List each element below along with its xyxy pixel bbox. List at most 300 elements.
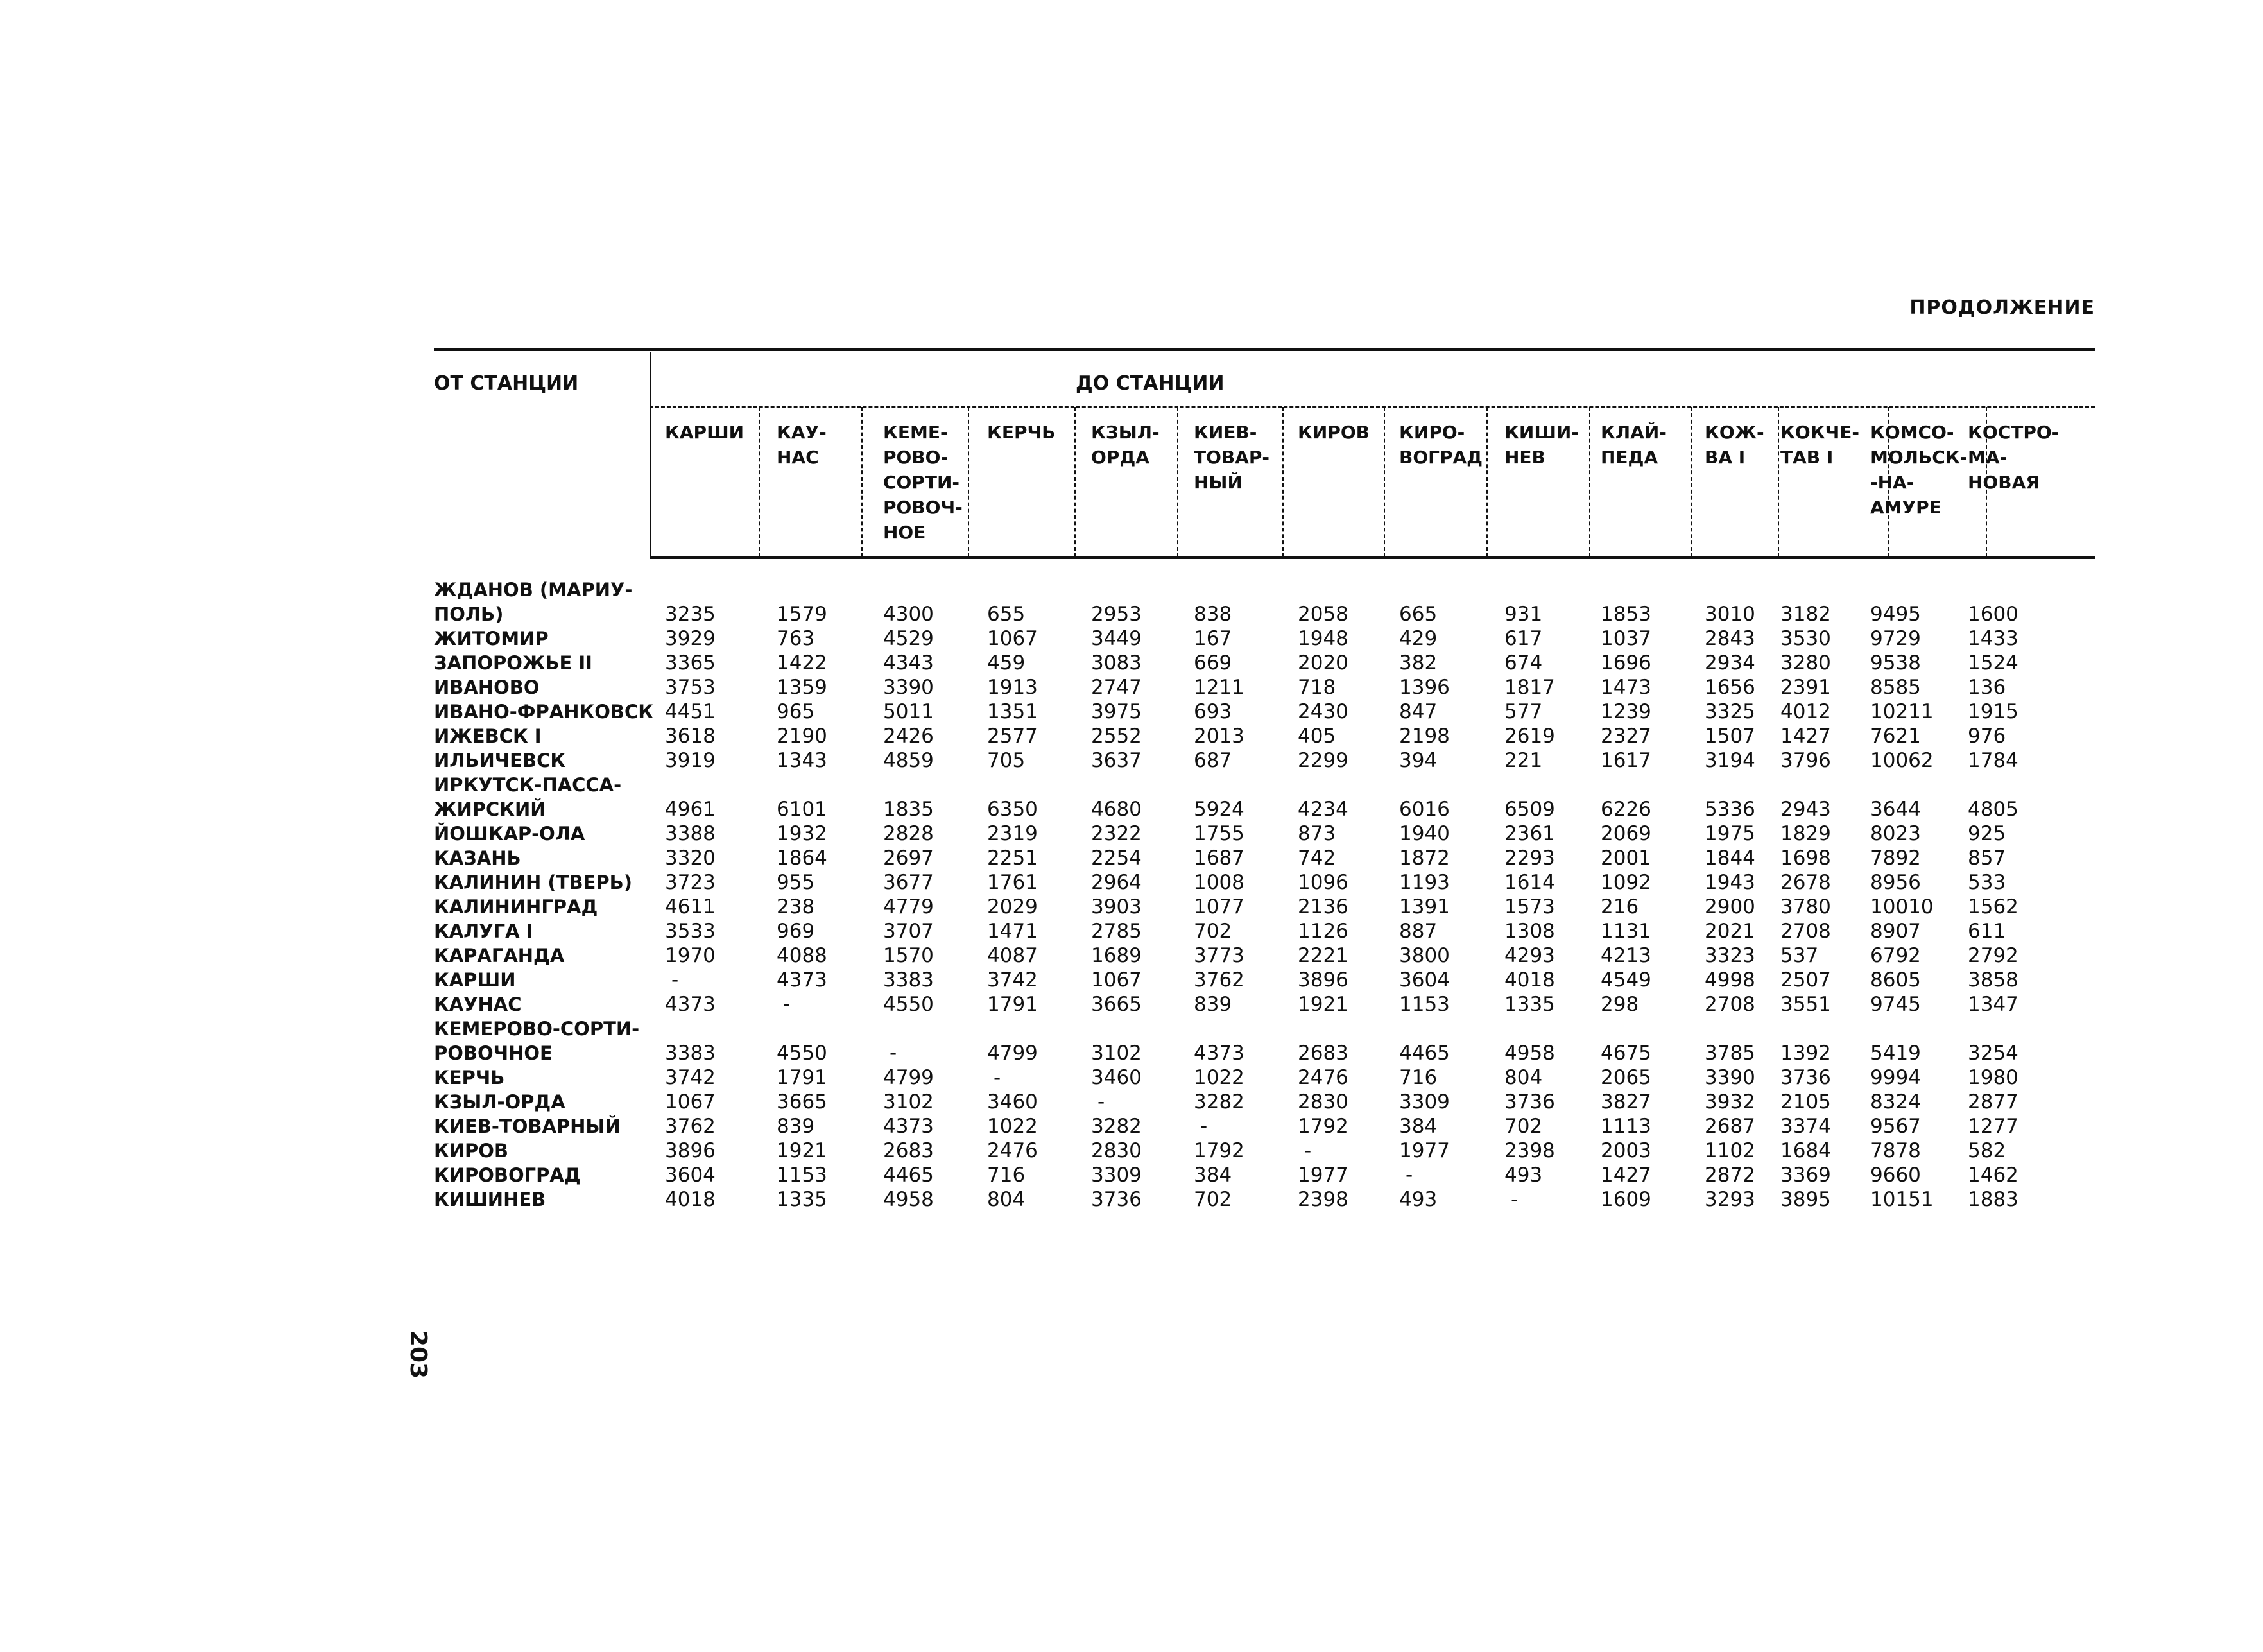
distance-cell: - — [1406, 1164, 1413, 1187]
distance-cell: 3365 — [665, 651, 716, 675]
distance-cell: 2934 — [1705, 651, 1755, 675]
distance-cell: 693 — [1194, 700, 1232, 723]
distance-cell: 1471 — [987, 920, 1038, 943]
distance-cell: 3460 — [1091, 1066, 1142, 1089]
distance-cell: 1684 — [1780, 1139, 1831, 1162]
distance-cell: 3551 — [1780, 993, 1831, 1016]
distance-cell: 931 — [1504, 603, 1543, 626]
distance-cell: 7621 — [1870, 725, 1921, 748]
distance-cell: 2828 — [883, 822, 934, 845]
distance-cell: 705 — [987, 749, 1026, 772]
distance-cell: 3282 — [1194, 1090, 1244, 1114]
distance-cell: 577 — [1504, 700, 1543, 723]
distance-cell: 3723 — [665, 871, 716, 894]
distance-cell: 6509 — [1504, 798, 1555, 821]
distance-cell: 384 — [1194, 1164, 1232, 1187]
distance-cell: 8907 — [1870, 920, 1921, 943]
distance-cell: 4961 — [665, 798, 716, 821]
distance-cell: 8605 — [1870, 968, 1921, 992]
distance-cell: 1921 — [777, 1139, 827, 1162]
distance-cell: 6226 — [1601, 798, 1651, 821]
distance-cell: 3083 — [1091, 651, 1142, 675]
distance-cell: 1037 — [1601, 627, 1651, 650]
distance-cell: 167 — [1194, 627, 1232, 650]
distance-cell: 655 — [987, 603, 1026, 626]
distance-cell: 742 — [1298, 847, 1336, 870]
distance-cell: 3293 — [1705, 1188, 1755, 1211]
distance-cell: 7892 — [1870, 847, 1921, 870]
distance-cell: 4300 — [883, 603, 934, 626]
distance-cell: 1396 — [1399, 676, 1450, 699]
distance-cell: 1755 — [1194, 822, 1244, 845]
distance-cell: 2190 — [777, 725, 827, 748]
distance-cell: 4805 — [1968, 798, 2018, 821]
column-divider — [1282, 407, 1284, 557]
column-header: КЗЫЛ- ОРДА — [1091, 422, 1160, 468]
distance-cell: 9660 — [1870, 1164, 1921, 1187]
table-row — [434, 822, 2095, 846]
table-row — [434, 626, 2095, 651]
distance-cell: 2747 — [1091, 676, 1142, 699]
distance-cell: 3374 — [1780, 1115, 1831, 1138]
distance-cell: 1113 — [1601, 1115, 1651, 1138]
column-header: КАРШИ — [665, 422, 744, 443]
distance-cell: 136 — [1968, 676, 2006, 699]
distance-cell: 4465 — [883, 1164, 934, 1187]
distance-cell: 2361 — [1504, 822, 1555, 845]
distance-cell: 4012 — [1780, 700, 1831, 723]
column-header: КЕРЧЬ — [987, 422, 1056, 443]
distance-cell: 763 — [777, 627, 815, 650]
distance-cell: 4779 — [883, 895, 934, 918]
column-header: КЛАЙ- ПЕДА — [1601, 422, 1667, 468]
column-divider — [1074, 407, 1076, 557]
distance-cell: 1092 — [1601, 871, 1651, 894]
distance-cell: 3896 — [665, 1139, 716, 1162]
distance-cell: 3460 — [987, 1090, 1038, 1114]
distance-cell: 969 — [777, 920, 815, 943]
distance-cell: 6101 — [777, 798, 827, 821]
distance-cell: 665 — [1399, 603, 1438, 626]
column-header: КОСТРО- МА- НОВАЯ — [1968, 422, 2060, 493]
distance-cell: 716 — [1399, 1066, 1438, 1089]
distance-cell: 702 — [1194, 920, 1232, 943]
distance-cell: 1562 — [1968, 895, 2018, 918]
distance-cell: 3762 — [665, 1115, 716, 1138]
distance-cell: 1126 — [1298, 920, 1348, 943]
distance-cell: 2105 — [1780, 1090, 1831, 1114]
distance-cell: 3320 — [665, 847, 716, 870]
distance-cell: 298 — [1601, 993, 1639, 1016]
distance-cell: 873 — [1298, 822, 1336, 845]
distance-cell: 1791 — [987, 993, 1038, 1016]
column-header: КОМСО- МОЛЬСК- -НА- АМУРЕ — [1870, 422, 1968, 518]
distance-cell: 976 — [1968, 725, 2006, 748]
column-divider — [650, 352, 651, 557]
distance-cell: 1600 — [1968, 603, 2018, 626]
distance-cell: 9538 — [1870, 651, 1921, 675]
from-station-header: ОТ СТАНЦИИ — [434, 372, 579, 395]
distance-cell: 1427 — [1601, 1164, 1651, 1187]
distance-cell: 493 — [1399, 1188, 1438, 1211]
distance-cell: 3254 — [1968, 1042, 2018, 1065]
distance-cell: 4018 — [1504, 968, 1555, 992]
distance-cell: 3369 — [1780, 1164, 1831, 1187]
distance-cell: 687 — [1194, 749, 1232, 772]
table-top-rule — [434, 348, 2095, 351]
distance-cell: 1698 — [1780, 847, 1831, 870]
distance-cell: 4343 — [883, 651, 934, 675]
distance-cell: 7878 — [1870, 1139, 1921, 1162]
distance-cell: 1609 — [1601, 1188, 1651, 1211]
column-divider — [861, 407, 863, 557]
distance-cell: 1883 — [1968, 1188, 2018, 1211]
distance-cell: 925 — [1968, 822, 2006, 845]
station-name: КИШИНЕВ — [434, 1189, 546, 1210]
distance-cell: 2020 — [1298, 651, 1348, 675]
distance-cell: 1022 — [1194, 1066, 1244, 1089]
distance-cell: 4465 — [1399, 1042, 1450, 1065]
table-row — [434, 651, 2095, 675]
distance-cell: 1096 — [1298, 871, 1348, 894]
table-row — [434, 968, 2095, 992]
distance-cell: 3827 — [1601, 1090, 1651, 1114]
distance-cell: 4373 — [1194, 1042, 1244, 1065]
distance-cell: 804 — [987, 1188, 1026, 1211]
distance-cell: 3390 — [1705, 1066, 1755, 1089]
distance-cell: 3010 — [1705, 603, 1755, 626]
station-name: ЗАПОРОЖЬЕ II — [434, 652, 592, 674]
distance-cell: 1872 — [1399, 847, 1450, 870]
distance-cell: 6350 — [987, 798, 1038, 821]
distance-cell: 2322 — [1091, 822, 1142, 845]
distance-cell: 533 — [1968, 871, 2006, 894]
distance-cell: 2319 — [987, 822, 1038, 845]
distance-cell: 857 — [1968, 847, 2006, 870]
distance-cell: 718 — [1298, 676, 1336, 699]
distance-cell: 3929 — [665, 627, 716, 650]
column-divider — [968, 407, 969, 557]
to-station-header: ДО СТАНЦИИ — [1076, 372, 1225, 395]
station-name: ЙОШКАР-ОЛА — [434, 823, 585, 845]
distance-cell: 3533 — [665, 920, 716, 943]
station-name: КЕРЧЬ — [434, 1067, 505, 1088]
distance-cell: 4451 — [665, 700, 716, 723]
station-name: ЖИРСКИЙ — [434, 798, 546, 820]
continuation-label: ПРОДОЛЖЕНИЕ — [1909, 297, 2095, 319]
station-name: КАЛИНИНГРАД — [434, 896, 598, 918]
column-divider — [1778, 407, 1779, 557]
distance-cell: 1308 — [1504, 920, 1555, 943]
distance-cell: 4958 — [1504, 1042, 1555, 1065]
table-row — [434, 992, 2095, 1017]
column-header: КИРО- ВОГРАД — [1399, 422, 1483, 468]
table-row — [434, 774, 2095, 822]
distance-cell: 10211 — [1870, 700, 1934, 723]
distance-cell: 3895 — [1780, 1188, 1831, 1211]
distance-cell: 4087 — [987, 944, 1038, 967]
distance-cell: 2391 — [1780, 676, 1831, 699]
distance-cell: 3736 — [1091, 1188, 1142, 1211]
distance-cell: 3323 — [1705, 944, 1755, 967]
distance-cell: 8956 — [1870, 871, 1921, 894]
distance-cell: 1067 — [987, 627, 1038, 650]
distance-cell: 2476 — [1298, 1066, 1348, 1089]
distance-cell: 1193 — [1399, 871, 1450, 894]
header-bottom-rule — [650, 556, 2095, 559]
table-row — [434, 870, 2095, 895]
table-row — [434, 1018, 2095, 1065]
distance-cell: 1347 — [1968, 993, 2018, 1016]
distance-cell: 4549 — [1601, 968, 1651, 992]
distance-cell: 2251 — [987, 847, 1038, 870]
distance-cell: 2708 — [1780, 920, 1831, 943]
distance-cell: 3604 — [1399, 968, 1450, 992]
distance-cell: 2507 — [1780, 968, 1831, 992]
distance-cell: 4611 — [665, 895, 716, 918]
distance-cell: 2476 — [987, 1139, 1038, 1162]
distance-cell: 3383 — [883, 968, 934, 992]
distance-cell: 1970 — [665, 944, 716, 967]
distance-cell: 4018 — [665, 1188, 716, 1211]
station-name: ИВАНОВО — [434, 676, 540, 698]
distance-cell: 838 — [1194, 603, 1232, 626]
distance-cell: 537 — [1780, 944, 1819, 967]
distance-cell: 3282 — [1091, 1115, 1142, 1138]
distance-cell: 3773 — [1194, 944, 1244, 967]
column-divider — [1384, 407, 1385, 557]
distance-cell: 382 — [1399, 651, 1438, 675]
distance-cell: 1913 — [987, 676, 1038, 699]
distance-cell: 3665 — [1091, 993, 1142, 1016]
table-row — [434, 1065, 2095, 1090]
distance-cell: 3858 — [1968, 968, 2018, 992]
distance-cell: 2430 — [1298, 700, 1348, 723]
distance-cell: 1656 — [1705, 676, 1755, 699]
distance-cell: 4213 — [1601, 944, 1651, 967]
distance-cell: 2426 — [883, 725, 934, 748]
distance-cell: 702 — [1504, 1115, 1543, 1138]
distance-cell: 2687 — [1705, 1115, 1755, 1138]
distance-cell: 10062 — [1870, 749, 1934, 772]
distance-cell: 3975 — [1091, 700, 1142, 723]
distance-cell: 2327 — [1601, 725, 1651, 748]
column-divider — [1589, 407, 1590, 557]
distance-cell: 3102 — [1091, 1042, 1142, 1065]
distance-cell: 1844 — [1705, 847, 1755, 870]
table-row — [434, 748, 2095, 773]
table-row — [434, 1090, 2095, 1114]
distance-cell: 4373 — [777, 968, 827, 992]
distance-cell: 3903 — [1091, 895, 1142, 918]
distance-cell: 1943 — [1705, 871, 1755, 894]
station-name: КАЗАНЬ — [434, 847, 521, 869]
distance-cell: 3644 — [1870, 798, 1921, 821]
distance-cell: 2293 — [1504, 847, 1555, 870]
distance-cell: 1153 — [777, 1164, 827, 1187]
distance-cell: 3742 — [987, 968, 1038, 992]
distance-cell: 1977 — [1298, 1164, 1348, 1187]
distance-cell: 1239 — [1601, 700, 1651, 723]
distance-cell: 2398 — [1504, 1139, 1555, 1162]
column-divider — [1486, 407, 1488, 557]
distance-cell: 3753 — [665, 676, 716, 699]
column-header: КОЖ- ВА I — [1705, 422, 1764, 468]
distance-cell: 1462 — [1968, 1164, 2018, 1187]
table-row — [434, 1187, 2095, 1212]
distance-cell: 3800 — [1399, 944, 1450, 967]
distance-cell: - — [1200, 1115, 1208, 1138]
distance-cell: 1359 — [777, 676, 827, 699]
table-row — [434, 919, 2095, 943]
distance-cell: 1422 — [777, 651, 827, 675]
table-row — [434, 846, 2095, 870]
distance-cell: 384 — [1399, 1115, 1438, 1138]
distance-cell: 3235 — [665, 603, 716, 626]
distance-cell: 965 — [777, 700, 815, 723]
column-divider — [1691, 407, 1692, 557]
distance-cell: 2299 — [1298, 749, 1348, 772]
distance-cell: 1022 — [987, 1115, 1038, 1138]
table-row — [434, 1139, 2095, 1163]
station-name: КАЛИНИН (ТВЕРЬ) — [434, 872, 632, 893]
distance-cell: 716 — [987, 1164, 1026, 1187]
distance-cell: 2003 — [1601, 1139, 1651, 1162]
distance-cell: 9495 — [1870, 603, 1921, 626]
distance-cell: 839 — [777, 1115, 815, 1138]
distance-cell: 2398 — [1298, 1188, 1348, 1211]
distance-cell: 4859 — [883, 749, 934, 772]
distance-cell: 2254 — [1091, 847, 1142, 870]
distance-cell: - — [783, 993, 791, 1016]
distance-cell: 1617 — [1601, 749, 1651, 772]
distance-cell: 1524 — [1968, 651, 2018, 675]
distance-cell: 221 — [1504, 749, 1543, 772]
distance-cell: 2683 — [883, 1139, 934, 1162]
distance-cell: 1784 — [1968, 749, 2018, 772]
station-name: КАРШИ — [434, 969, 516, 991]
distance-cell: 1579 — [777, 603, 827, 626]
station-name: ПОЛЬ) — [434, 603, 504, 625]
distance-cell: 1687 — [1194, 847, 1244, 870]
distance-cell: 9729 — [1870, 627, 1921, 650]
distance-cell: 2221 — [1298, 944, 1348, 967]
distance-cell: 1980 — [1968, 1066, 2018, 1089]
distance-cell: 3932 — [1705, 1090, 1755, 1114]
distance-cell: 1391 — [1399, 895, 1450, 918]
distance-cell: 5011 — [883, 700, 934, 723]
distance-cell: 1473 — [1601, 676, 1651, 699]
distance-cell: 2058 — [1298, 603, 1348, 626]
distance-cell: 3785 — [1705, 1042, 1755, 1065]
distance-cell: 1153 — [1399, 993, 1450, 1016]
distance-cell: 4680 — [1091, 798, 1142, 821]
distance-cell: 1864 — [777, 847, 827, 870]
column-header: КИРОВ — [1298, 422, 1370, 443]
distance-cell: 3383 — [665, 1042, 716, 1065]
distance-cell: 2697 — [883, 847, 934, 870]
distance-cell: 1921 — [1298, 993, 1348, 1016]
distance-cell: 216 — [1601, 895, 1639, 918]
distance-cell: 887 — [1399, 920, 1438, 943]
distance-cell: 4373 — [665, 993, 716, 1016]
distance-cell: 1131 — [1601, 920, 1651, 943]
distance-cell: - — [1097, 1090, 1105, 1114]
distance-cell: 3309 — [1091, 1164, 1142, 1187]
distance-cell: 2029 — [987, 895, 1038, 918]
distance-cell: 3762 — [1194, 968, 1244, 992]
station-name: ИЛЬИЧЕВСК — [434, 750, 566, 771]
station-name-line-1: ИРКУТСК-ПАССА- — [434, 774, 622, 796]
station-name-line-1: ЖДАНОВ (МАРИУ- — [434, 579, 633, 601]
distance-cell: 617 — [1504, 627, 1543, 650]
distance-cell: 1343 — [777, 749, 827, 772]
distance-cell: 1975 — [1705, 822, 1755, 845]
distance-cell: 394 — [1399, 749, 1438, 772]
distance-cell: 459 — [987, 651, 1026, 675]
column-divider — [759, 407, 760, 557]
distance-cell: 2900 — [1705, 895, 1755, 918]
distance-cell: 1067 — [665, 1090, 716, 1114]
distance-cell: 702 — [1194, 1188, 1232, 1211]
distance-cell: 1102 — [1705, 1139, 1755, 1162]
distance-cell: 1392 — [1780, 1042, 1831, 1065]
distance-cell: 2619 — [1504, 725, 1555, 748]
distance-cell: 2792 — [1968, 944, 2018, 967]
page-number: 203 — [405, 1330, 432, 1379]
column-header: КОКЧЕ- ТАВ I — [1780, 422, 1859, 468]
distance-cell: 1761 — [987, 871, 1038, 894]
station-name: ИВАНО-ФРАНКОВСК — [434, 701, 653, 723]
station-name: ЖИТОМИР — [434, 628, 549, 650]
station-name: КАУНАС — [434, 994, 522, 1015]
distance-cell: 1351 — [987, 700, 1038, 723]
distance-cell: 5924 — [1194, 798, 1244, 821]
distance-cell: 10151 — [1870, 1188, 1934, 1211]
distance-cell: 10010 — [1870, 895, 1934, 918]
distance-cell: 3618 — [665, 725, 716, 748]
distance-cell: 1433 — [1968, 627, 2018, 650]
distance-cell: 4293 — [1504, 944, 1555, 967]
distance-cell: 3896 — [1298, 968, 1348, 992]
station-name: КАРАГАНДА — [434, 945, 565, 967]
distance-cell: - — [1511, 1188, 1519, 1211]
distance-cell: 1335 — [1504, 993, 1555, 1016]
station-name: РОВОЧНОЕ — [434, 1042, 553, 1064]
distance-cell: 3194 — [1705, 749, 1755, 772]
distance-cell: 3325 — [1705, 700, 1755, 723]
distance-cell: 3707 — [883, 920, 934, 943]
distance-cell: 4799 — [883, 1066, 934, 1089]
station-name-line-1: КЕМЕРОВО-СОРТИ- — [434, 1018, 640, 1040]
distance-cell: 4373 — [883, 1115, 934, 1138]
distance-cell: 1791 — [777, 1066, 827, 1089]
table-row — [434, 895, 2095, 919]
distance-cell: 1977 — [1399, 1139, 1450, 1162]
distance-cell: 2001 — [1601, 847, 1651, 870]
distance-cell: 5419 — [1870, 1042, 1921, 1065]
distance-cell: 3677 — [883, 871, 934, 894]
table-row — [434, 700, 2095, 724]
distance-cell: 1570 — [883, 944, 934, 967]
distance-cell: 847 — [1399, 700, 1438, 723]
distance-cell: 493 — [1504, 1164, 1543, 1187]
column-header: КЕМЕ- РОВО- СОРТИ- РОВОЧ- НОЕ — [883, 422, 963, 543]
distance-cell: 839 — [1194, 993, 1232, 1016]
distance-cell: 1067 — [1091, 968, 1142, 992]
distance-cell: 8324 — [1870, 1090, 1921, 1114]
distance-cell: 611 — [1968, 920, 2006, 943]
